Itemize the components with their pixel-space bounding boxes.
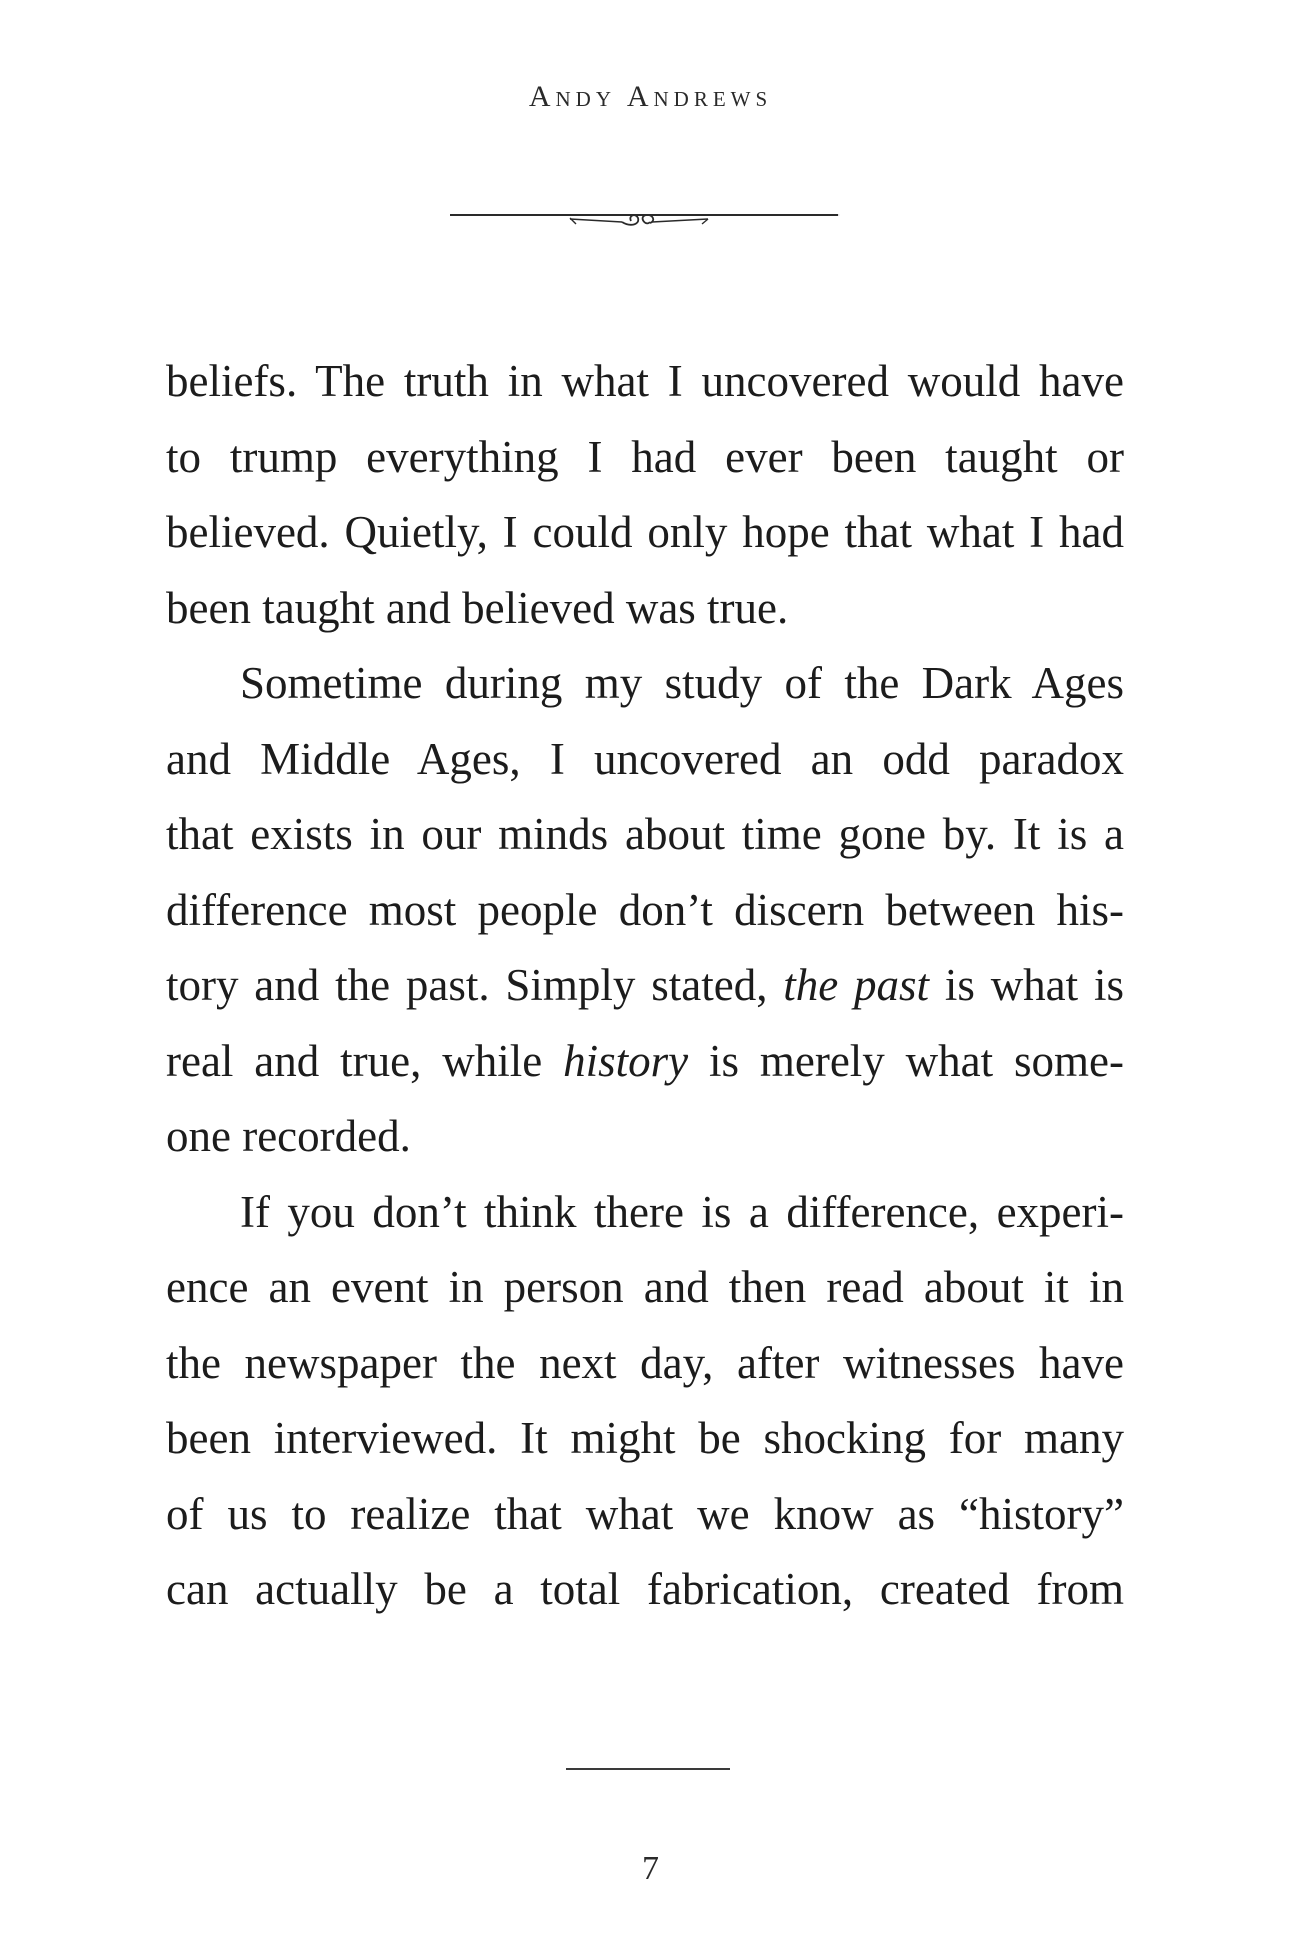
text-line: believed. Quietly, I could only hope that what I had	[166, 507, 1124, 557]
text-line: that exists in our minds about time gone by. It is a	[166, 809, 1124, 859]
page-number: 7	[642, 1850, 659, 1887]
text-segment: is what is	[929, 960, 1124, 1010]
text-line: If you don’t think there is a difference, experi-	[240, 1186, 1124, 1237]
running-head: Andy Andrews	[528, 80, 773, 113]
text-line: of us to realize that what we know as “history”	[166, 1488, 1124, 1539]
text-line: Sometime during my study of the Dark Ages	[240, 658, 1124, 708]
footer-rule	[566, 1768, 730, 1770]
text-line: ence an event in person and then read about it in	[166, 1262, 1124, 1312]
italic-term-the-past: the past	[783, 960, 930, 1010]
text-line	[166, 948, 1124, 1024]
body-text	[166, 344, 1124, 1628]
text-segment: is merely what some-	[688, 1035, 1124, 1086]
text-line: the newspaper the next day, after witnesses have	[166, 1337, 1124, 1388]
text-line: difference most people don’t discern between his-	[166, 884, 1124, 935]
text-line: can actually be a total fabrication, created from	[166, 1564, 1124, 1614]
paragraph-2	[166, 646, 1124, 1175]
text-line: been interviewed. It might be shocking for many	[166, 1413, 1124, 1463]
text-segment: tory and the past. Simply stated,	[166, 960, 784, 1010]
text-line: been taught and believed was true.	[166, 582, 789, 633]
text-segment: real and true, while	[166, 1035, 564, 1086]
italic-term-history: history	[563, 1035, 689, 1086]
paragraph-3	[166, 1175, 1124, 1628]
text-line: beliefs. The truth in what I uncovered would have	[166, 356, 1124, 406]
text-line	[166, 1024, 1124, 1100]
scroll-divider-ornament-icon	[450, 205, 840, 235]
text-line: one recorded.	[166, 1111, 411, 1161]
text-line: to trump everything I had ever been taught or	[166, 431, 1124, 482]
text-line: and Middle Ages, I uncovered an odd paradox	[166, 733, 1124, 784]
paragraph-1	[166, 344, 1124, 646]
